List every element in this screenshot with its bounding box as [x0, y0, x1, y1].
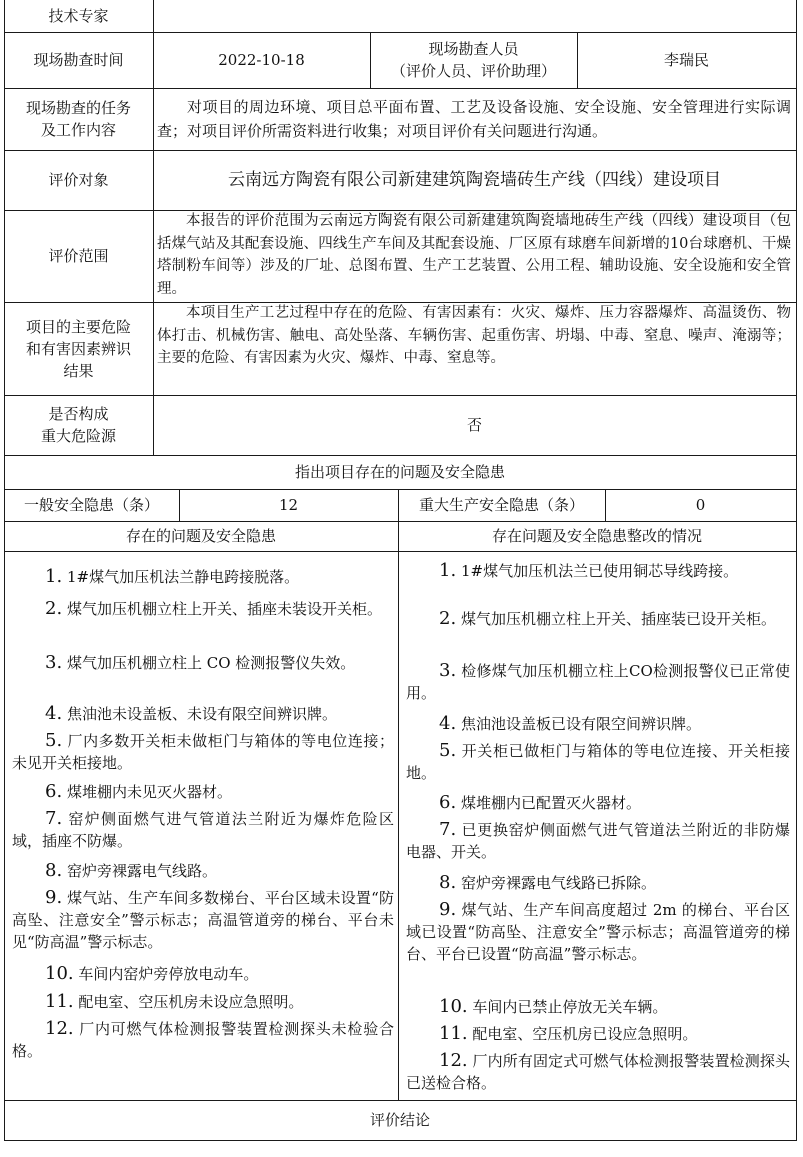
fix-item: 8. 窑炉旁裸露电气线路已拆除。: [439, 872, 656, 893]
problem-item: 10. 车间内窑炉旁停放电动车。: [45, 963, 259, 984]
task-text: 对项目的周边环境、项目总平面布置、工艺及设备设施、安全设施、安全管理进行实际调查；对项目评价所需资料进行收集；对项目评价有关问题进行沟通。: [157, 98, 791, 140]
hazard-text: 本项目生产工艺过程中存在的危险、有害因素有：火灾、爆炸、压力容器爆炸、高温烫伤、物体打击、机械伤害、触电、高处坠落、车辆伤害、起重伤害、坍塌、中毒、窒息、噪声、淹溺等；主要的危险、有害因素为火灾、爆炸、中毒、窒息等。: [157, 305, 791, 366]
fixes-column-header: 存在问题及安全隐患整改的情况: [491, 527, 702, 545]
problem-item: 5. 厂内多数开关柜未做柜门与箱体的等电位连接；未见开关柜接地。: [12, 730, 394, 772]
hazard-label: [4, 302, 153, 395]
major-hazard-count-label: 重大生产安全隐患（条）: [418, 496, 584, 514]
fix-item: 10. 车间内已禁止停放无关车辆。: [439, 996, 668, 1017]
object-label: 评价对象: [48, 171, 109, 189]
problem-item: 4. 焦油池未设盖板、未设有限空间辨识牌。: [45, 703, 337, 724]
object-value: 云南远方陶瓷有限公司新建建筑陶瓷墙砖生产线（四线）建设项目: [228, 170, 721, 190]
problem-item: 6. 煤堆棚内未见灭火器材。: [45, 781, 232, 802]
hazard-label-line3: 结果: [63, 361, 94, 380]
conclusion-header: 评价结论: [369, 1111, 430, 1129]
major-hazard-label-line2: 重大危险源: [40, 427, 116, 445]
fix-item: 6. 煤堆棚内已配置灭火器材。: [439, 792, 641, 813]
expert-label: 技术专家: [48, 7, 109, 25]
survey-staff-label: [370, 32, 577, 88]
major-hazard-label-line1: 是否构成: [48, 405, 109, 423]
problem-item: 7. 窑炉侧面燃气进气管道法兰附近为爆炸危险区域，插座不防爆。: [12, 808, 394, 850]
major-hazard-count: 0: [695, 496, 706, 514]
survey-time-value: 2022-10-18: [218, 51, 305, 69]
rule: [398, 489, 399, 1100]
scope-label: 评价范围: [48, 247, 109, 265]
fix-item: 2. 煤气加压机棚立柱上开关、插座装已设开关柜。: [439, 608, 776, 629]
problems-column-header: 存在的问题及安全隐患: [125, 527, 276, 545]
fix-item: 7. 已更换窑炉侧面燃气进气管道法兰附近的非防爆电器、开关。: [406, 819, 790, 861]
evaluation-form-table: [4, 0, 797, 1141]
task-label-line2: 及工作内容: [40, 121, 116, 139]
fix-item: 5. 开关柜已做柜门与箱体的等电位连接、开关柜接地。: [406, 740, 790, 782]
survey-staff-value: 李瑞民: [663, 51, 709, 69]
fix-item: 11. 配电室、空压机房已设应急照明。: [439, 1023, 698, 1044]
general-hazard-label: 一般安全隐患（条）: [23, 496, 159, 514]
problem-item: 3. 煤气加压机棚立柱上 CO 检测报警仪失效。: [45, 652, 356, 673]
scope-text: 本报告的评价范围为云南远方陶瓷有限公司新建建筑陶瓷墙地砖生产线（四线）建设项目（包括煤气站及其配套设施、四线生产车间及其配套设施、厂区原有球磨车间新增的10台球磨机、干燥塔制粉车间等）涉及的厂址、总图布置、生产工艺装置、公用工程、辅助设施、安全设施和安全管理。: [157, 213, 791, 297]
survey-staff-label-line1: 现场勘查人员: [428, 40, 519, 58]
rule: [4, 551, 797, 552]
fix-item: 9. 煤气站、生产车间高度超过 2m 的梯台、平台区域已设置“防高坠、注意安全”警示标志；高温管道旁的梯台、平台已设置“防高温”警示标志。: [406, 899, 790, 963]
problem-item: 1. 1#煤气加压机法兰静电跨接脱落。: [45, 566, 300, 587]
problem-item: 11. 配电室、空压机房未设应急照明。: [45, 991, 304, 1012]
fix-item: 1. 1#煤气加压机法兰已使用铜芯导线跨接。: [439, 560, 739, 581]
task-label-line1: 现场勘查的任务: [25, 99, 131, 117]
rule: [4, 1140, 797, 1141]
problem-item: 2. 煤气加压机棚立柱上开关、插座未装设开关柜。: [45, 598, 382, 619]
hazard-label-line1: 项目的主要危险: [25, 317, 131, 336]
major-hazard-value: 否: [466, 416, 482, 434]
fix-item: 12. 厂内所有固定式可燃气体检测报警装置检测探头已送检合格。: [406, 1050, 790, 1092]
fix-item: 4. 焦油池设盖板已设有限空间辨识牌。: [439, 713, 701, 734]
task-label: [4, 88, 153, 150]
survey-time-label: 现场勘查时间: [33, 51, 124, 69]
problem-item: 12. 厂内可燃气体检测报警装置检测探头未检验合格。: [12, 1018, 394, 1060]
fix-item: 3. 检修煤气加压机棚立柱上CO检测报警仪已正常使用。: [406, 660, 790, 702]
general-hazard-count: 12: [278, 496, 299, 514]
rule: [796, 0, 797, 1141]
problem-item: 8. 窑炉旁裸露电气线路。: [45, 860, 217, 881]
problem-item: 9. 煤气站、生产车间多数梯台、平台区域未设置“防高坠、注意安全”警示标志；高温管道旁的梯台、平台未见“防高温”警示标志。: [12, 887, 394, 951]
issues-header: 指出项目存在的问题及安全隐患: [294, 463, 505, 481]
survey-staff-label-line2: （评价人员、评价助理）: [390, 62, 556, 80]
major-hazard-label: [4, 395, 153, 455]
hazard-label-line2: 和有害因素辨识: [25, 339, 131, 358]
